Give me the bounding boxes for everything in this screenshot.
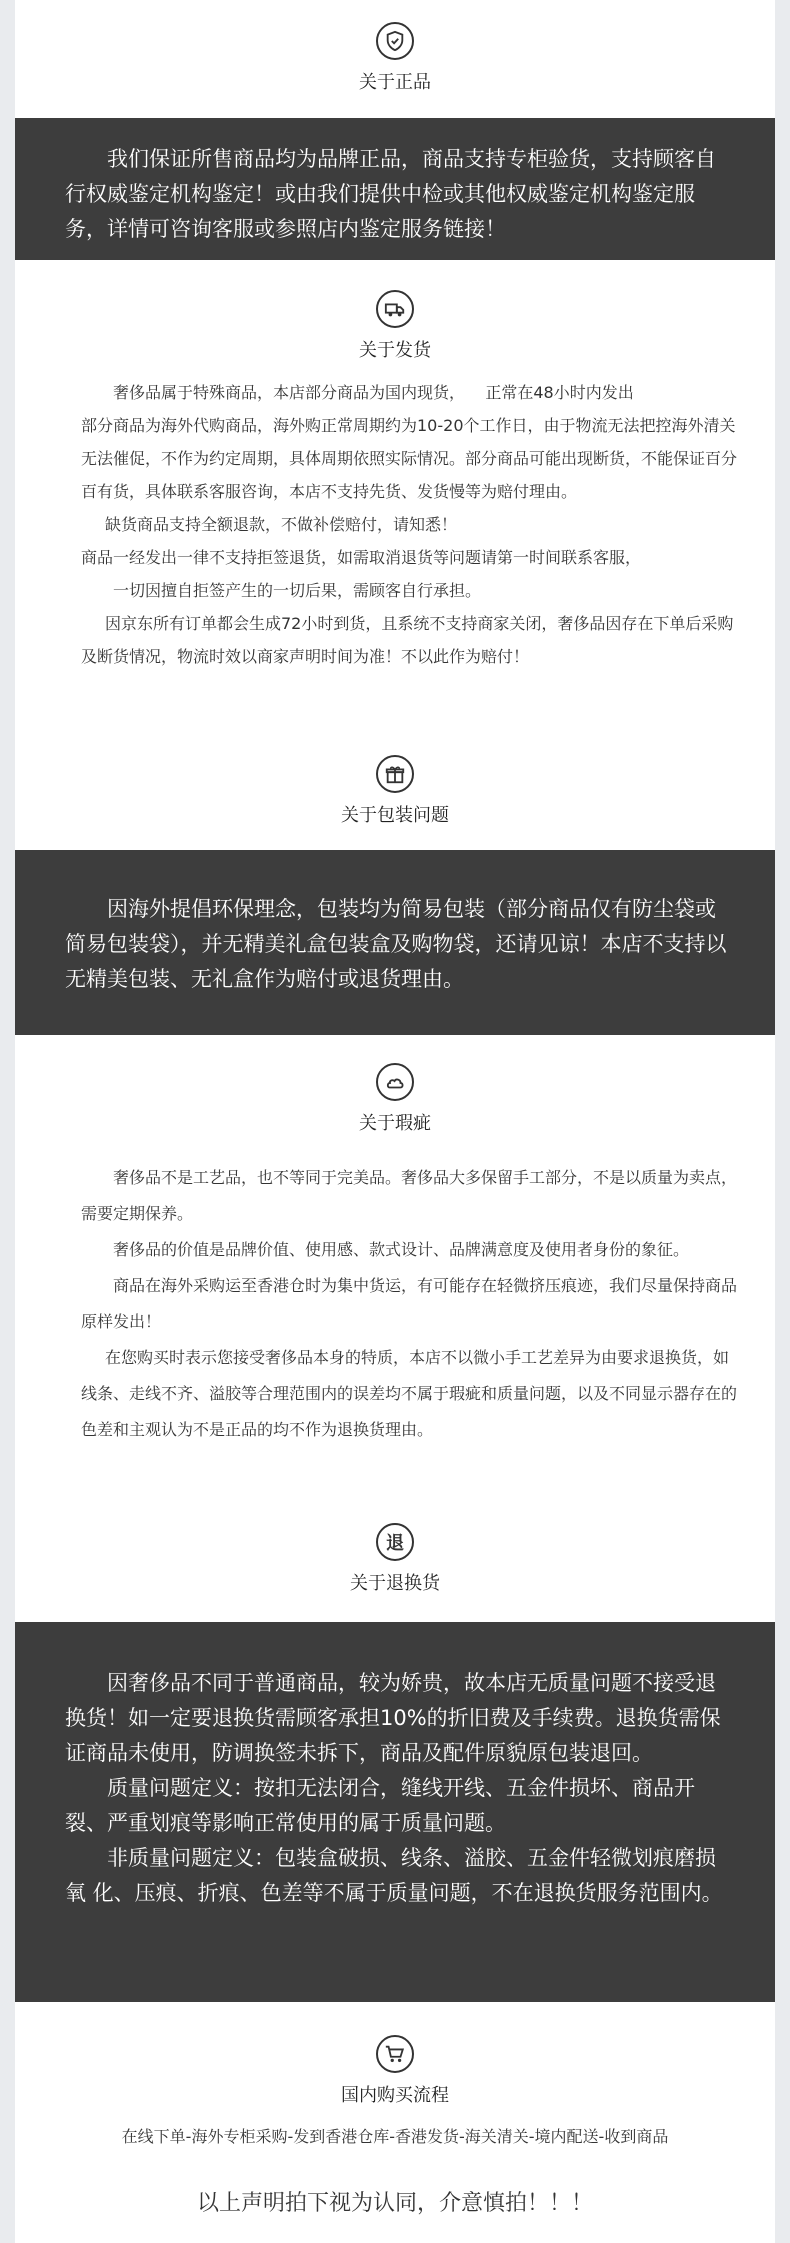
gift-box-icon [376,755,414,793]
section-title-process: 国内购买流程 [341,2085,449,2106]
process-flow: 在线下单-海外专柜采购-发到香港仓库-香港发货-海关清关-境内配送-收到商品 [121,2127,669,2146]
truck-icon [376,290,414,328]
shipping-p1c: 部分商品为海外代购商品，海外购正常周期约为10-20个工作日，由于物流无法把控海外清关无法催促，不作为约定周期，具体周期依照实际情况。部分商品可能出现断货，不能保证百分百有货，具体联系客服咨询，本店不支持先货、发货慢等为赔付理由。 [81,416,738,501]
authentic-band [15,118,775,260]
shopping-cart-icon [376,2035,414,2073]
returns-p3: 非质量问题定义：包装盒破损、线条、溢胶、五金件轻微划痕磨损氧 化、压痕、折痕、色差等不属于质量问题，不在退换货服务范围内。 [65,1846,723,1905]
flaws-p1: 奢侈品不是工艺品，也不等同于完美品。奢侈品大多保留手工部分，不是以质量为卖点，需要定期保养。 [81,1168,738,1223]
authentic-heading [15,22,775,94]
return-char-icon [376,1523,414,1561]
flaws-text [81,1160,737,1448]
section-title-flaws: 关于瑕疵 [359,1113,431,1134]
section-title-authentic: 关于正品 [359,72,431,93]
packaging-band [15,850,775,1035]
section-title-shipping: 关于发货 [359,340,431,361]
flaws-heading [15,1063,775,1135]
returns-p1: 因奢侈品不同于普通商品，较为娇贵，故本店无质量问题不接受退换货！如一定要退换货需顾客承担10%的折旧费及手续费。退换货需保证商品未使用，防调换签未拆下，商品及配件原貌原包装退回。 [65,1671,721,1765]
shipping-text [81,376,737,673]
return-char: 退 [386,1533,404,1554]
shipping-p3a: 商品一经发出一律不支持拒签退货，如需取消退货等问题请第一时间联系客服， [81,548,642,567]
packaging-text: 因海外提倡环保理念，包装均为简易包装（部分商品仅有防尘袋或简易包装袋），并无精美礼盒包装盒及购物袋，还请见谅！本店不支持以无精美包装、无礼盒作为赔付或退货理由。 [65,897,727,991]
shipping-heading [15,290,775,362]
shipping-p1b: 正常在48小时内发出 [485,383,634,402]
policy-page [15,0,775,2243]
section-title-packaging: 关于包装问题 [341,805,449,826]
cloud-icon [376,1063,414,1101]
shipping-p3b: 一切因擅自拒签产生的一切后果，需顾客自行承担。 [113,581,482,600]
authentic-text: 我们保证所售商品均为品牌正品，商品支持专柜验货，支持顾客自行权威鉴定机构鉴定！或由我们提供中检或其他权威鉴定机构鉴定服务，详情可咨询客服或参照店内鉴定服务链接！ [65,147,716,241]
returns-heading [15,1523,775,1595]
packaging-heading [15,755,775,827]
footer-notice: 以上声明拍下视为认同，介意慎拍！！！ [196,2191,593,2216]
shield-check-icon [376,22,414,60]
flaws-p2: 奢侈品的价值是品牌价值、使用感、款式设计、品牌满意度及使用者身份的象征。 [113,1240,690,1259]
shipping-p1a: 奢侈品属于特殊商品，本店部分商品为国内现货， [113,383,466,402]
flaws-p3: 商品在海外采购运至香港仓时为集中货运，有可能存在轻微挤压痕迹，我们尽量保持商品原样发出！ [81,1276,738,1331]
shipping-p2: 缺货商品支持全额退款，不做补偿赔付，请知悉！ [105,515,458,534]
shipping-p4: 因京东所有订单都会生成72小时到货，且系统不支持商家关闭，奢侈品因存在下单后采购及断货情况，物流时效以商家声明时间为准！不以此作为赔付！ [81,614,734,666]
section-title-returns: 关于退换货 [350,1573,440,1594]
flaws-p4: 在您购买时表示您接受奢侈品本身的特质，本店不以微小手工艺差异为由要求退换货，如线条、走线不齐、溢胶等合理范围内的误差均不属于瑕疵和质量问题，以及不同显示器存在的色差和主观认为不是正品的均不作为退换货理由。 [81,1348,738,1439]
returns-band [15,1622,775,2002]
returns-p2: 质量问题定义：按扣无法闭合，缝线开线、五金件损坏、商品开裂、严重划痕等影响正常使用的属于质量问题。 [65,1776,695,1835]
process-heading [15,2035,775,2107]
